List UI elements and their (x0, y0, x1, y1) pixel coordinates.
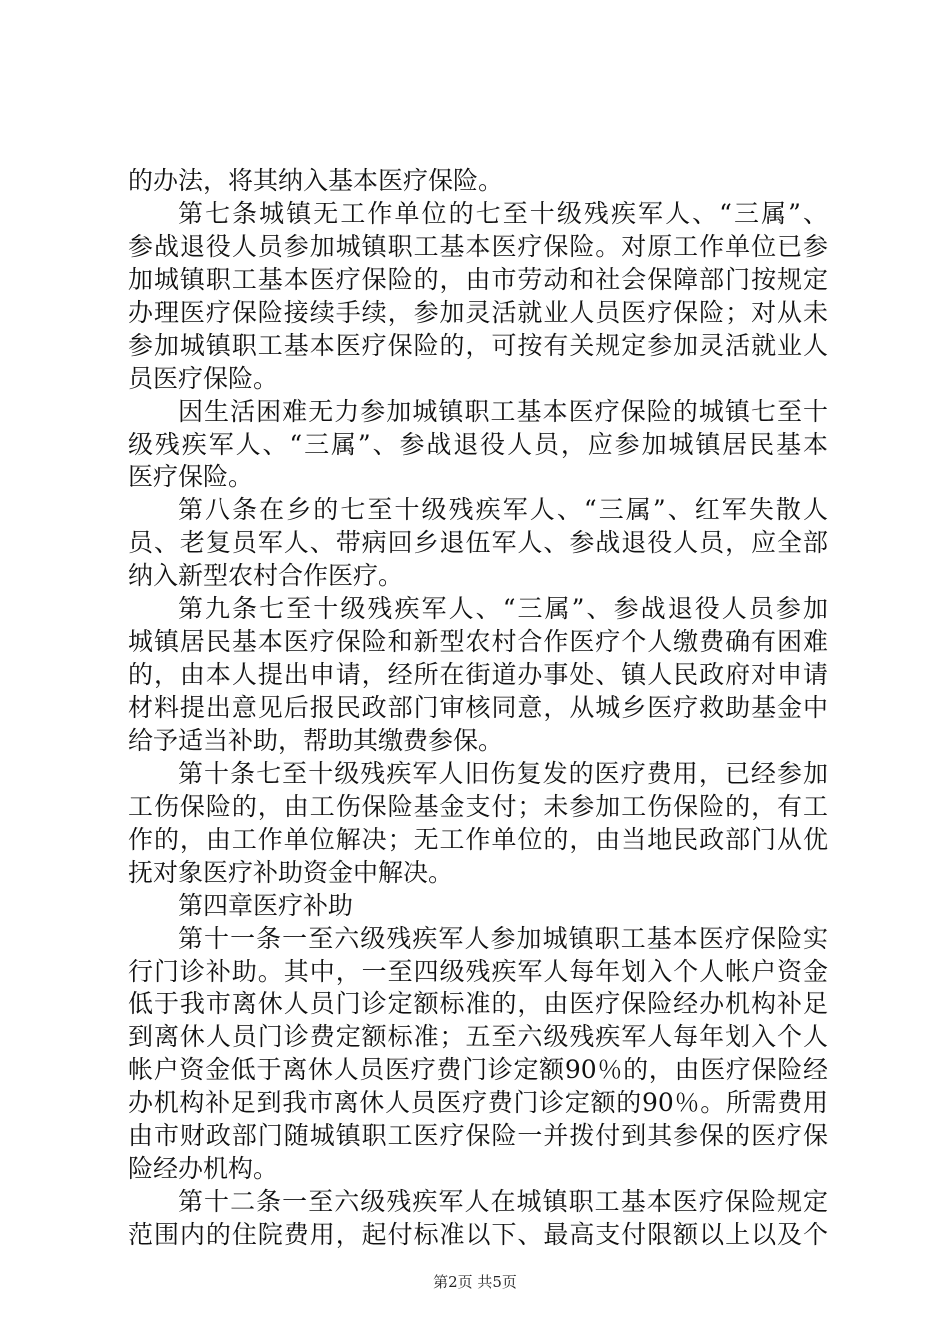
text-line: 材料提出意见后报民政部门审核同意，从城乡医疗救助基金中 (128, 693, 828, 723)
text-line: 办理医疗保险接续手续，参加灵活就业人员医疗保险；对从未 (128, 297, 828, 327)
text-line: 因生活困难无力参加城镇职工基本医疗保险的城镇七至十 (178, 396, 828, 426)
text-line: 行门诊补助。其中，一至四级残疾军人每年划入个人帐户资金 (128, 956, 828, 986)
text-line: 范围内的住院费用，起付标准以下、最高支付限额以上以及个 (128, 1220, 828, 1250)
text-line: 第七条城镇无工作单位的七至十级残疾军人、“三属”、 (178, 198, 828, 228)
text-line: 由市财政部门随城镇职工医疗保险一并拨付到其参保的医疗保 (128, 1121, 828, 1151)
text-line: 第十条七至十级残疾军人旧伤复发的医疗费用，已经参加 (178, 758, 828, 788)
text-line: 险经办机构。 (128, 1154, 279, 1184)
text-line: 低于我市离休人员门诊定额标准的，由医疗保险经办机构补足 (128, 989, 828, 1019)
text-line: 加城镇职工基本医疗保险的，由市劳动和社会保障部门按规定 (128, 264, 828, 294)
text-line: 工伤保险的，由工伤保险基金支付；未参加工伤保险的，有工 (128, 791, 828, 821)
text-line: 纳入新型农村合作医疗。 (128, 561, 404, 591)
text-line: 参加城镇职工基本医疗保险的，可按有关规定参加灵活就业人 (128, 330, 828, 360)
text-line: 给予适当补助，帮助其缴费参保。 (128, 725, 504, 755)
text-line: 第十一条一至六级残疾军人参加城镇职工基本医疗保险实 (178, 923, 828, 953)
page-number-footer: 第2页 共5页 (433, 1273, 517, 1291)
text-line: 城镇居民基本医疗保险和新型农村合作医疗个人缴费确有困难 (128, 627, 828, 657)
text-line: 到离休人员门诊费定额标准；五至六级残疾军人每年划入个人 (128, 1022, 828, 1052)
text-line: 作的，由工作单位解决；无工作单位的，由当地民政部门从优 (128, 824, 828, 854)
text-line: 级残疾军人、“三属”、参战退役人员，应参加城镇居民基本 (128, 429, 828, 459)
text-line: 参战退役人员参加城镇职工基本医疗保险。对原工作单位已参 (128, 231, 828, 261)
section-heading: 第四章医疗补助 (178, 890, 354, 920)
text-line: 帐户资金低于离休人员医疗费门诊定额90％的，由医疗保险经 (128, 1055, 828, 1085)
text-line: 第八条在乡的七至十级残疾军人、“三属”、红军失散人 (178, 495, 828, 525)
text-line: 的，由本人提出申请，经所在街道办事处、镇人民政府对申请 (128, 660, 828, 690)
text-line: 抚对象医疗补助资金中解决。 (128, 857, 454, 887)
text-line: 的办法，将其纳入基本医疗保险。 (128, 166, 504, 195)
text-line: 员医疗保险。 (128, 363, 279, 393)
text-line: 第九条七至十级残疾军人、“三属”、参战退役人员参加 (178, 594, 828, 624)
text-line: 员、老复员军人、带病回乡退伍军人、参战退役人员，应全部 (128, 528, 828, 558)
text-line: 办机构补足到我市离休人员医疗费门诊定额的90％。所需费用 (128, 1088, 828, 1118)
text-line: 第十二条一至六级残疾军人在城镇职工基本医疗保险规定 (178, 1187, 828, 1217)
text-line: 医疗保险。 (128, 462, 254, 492)
